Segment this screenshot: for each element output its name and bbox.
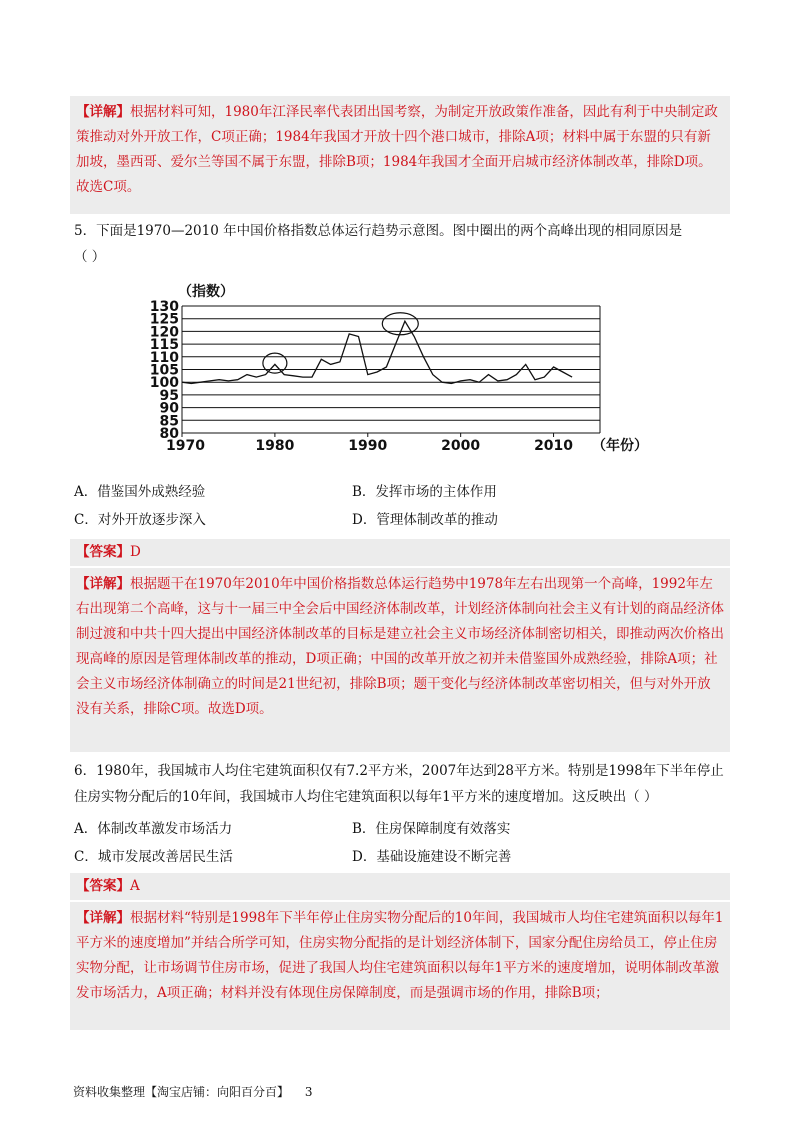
x-tick-label: 2000 [441,438,481,454]
answer-label: 【答案】 [76,878,130,894]
page-number: 3 [304,1085,313,1099]
answer-value: D [130,544,141,560]
y-tick-label: 95 [159,387,179,404]
explanation-label: 【详解】 [76,576,130,592]
question-5-text: 5．下面是1970—2010 年中国价格指数总体运行趋势示意图。图中圈出的两个高峰出现的相同原因是 [74,223,683,239]
y-axis-label: （指数） [178,284,234,300]
y-tick-label: 130 [150,299,179,315]
y-tick-label: 110 [150,349,179,366]
explanation-block-prev [70,96,730,214]
explanation-text: 根据题干在1970年2010年中国价格指数总体运行趋势中1978年左右出现第一个高峰，1992年左右出现第二个高峰，这与十一届三中全会后中国经济体制改革，计划经济体制向社会主义有计划的商品经济体制过渡和中共十四大提出中国经济体制改革的目标是建立社会主义市场经济体制密切相关，即推动两次价格出现高峰的原因是管理体制改革的推动，D项正确；中国的改革开放之初并未借鉴国外成熟经验，排除A项；社会主义市场经济体制确立的时间是21世纪初，排除B项；题干变化与经济体制改革密切相关，但与对外开放没有关系，排除C项。故选D项。 [76,576,724,717]
price-index-chart [150,276,650,460]
q6-answer-row [70,873,730,900]
y-tick-label: 125 [150,311,179,328]
answer-label: 【答案】 [76,544,130,560]
explanation-label: 【详解】 [76,104,130,120]
peak-circle-1 [263,353,287,373]
q5-option-a: A．借鉴国外成熟经验 [74,484,206,500]
x-tick-label: 1970 [166,438,205,454]
q5-option-d: D．管理体制改革的推动 [352,512,498,528]
question-6-stem: 6．1980年，我国城市人均住宅建筑面积仅有7.2平方米，2007年达到28平方米。特别是1998年下半年停止住房实物分配后的10年间，我国城市人均住宅建筑面积以每年1平方米的速度增加。这反映出（ ） [74,763,724,805]
answer-blank: （ ） [74,249,106,265]
q5-explanation-block [70,568,730,752]
q5-option-b: B．发挥市场的主体作用 [352,484,497,500]
answer-value: A [130,878,140,894]
q5-answer-row [70,539,730,566]
q6-explanation-block [70,902,730,1030]
q6-option-c: C．城市发展改善居民生活 [74,849,233,865]
y-tick-label: 90 [159,400,179,417]
explanation-text: 根据材料“特别是1998年下半年停止住房实物分配后的10年间，我国城市人均住宅建筑面积以每年1平方米的速度增加”并结合所学可知，住房实物分配指的是计划经济体制下，国家分配住房给员工，停止住房实物分配，让市场调节住房市场，促进了我国人均住宅建筑面积以每年1平方米的速度增加，说明体制改革激发市场活力，A项正确；材料并没有体现住房保障制度，而是强调市场的作用，排除B项； [76,910,724,1001]
y-tick-label: 120 [150,324,179,341]
question-5-stem [74,218,730,270]
q6-option-d: D．基础设施建设不断完善 [352,849,512,865]
price-index-line [182,321,572,383]
q6-option-b: B．住房保障制度有效落实 [352,821,511,837]
y-tick-label: 115 [150,337,179,354]
x-tick-label: 2010 [534,438,574,454]
q5-option-c: C．对外开放逐步深入 [74,512,206,528]
q6-option-a: A．体制改革激发市场活力 [74,821,233,837]
footer-text: 资料收集整理【淘宝店铺：向阳百分百】 [73,1085,290,1099]
explanation-text: 根据材料可知，1980年江泽民率代表团出国考察，为制定开放政策作准备，因此有利于中央制定政策推动对外开放工作，C项正确；1984年我国才开放十四个港口城市，排除A项；材料中属于东盟的只有新加坡，墨西哥、爱尔兰等国不属于东盟，排除B项；1984年我国才全面开启城市经济体制改革，排除D项。故选C项。 [76,104,718,195]
page-footer [73,1083,316,1100]
x-axis-label: （年份） [592,438,648,454]
y-tick-label: 105 [150,362,179,379]
y-tick-label: 100 [150,375,179,392]
explanation-label: 【详解】 [76,910,130,926]
x-tick-label: 1990 [348,438,388,454]
y-tick-label: 80 [159,426,179,442]
x-tick-label: 1980 [255,438,295,454]
y-tick-label: 85 [159,413,179,430]
